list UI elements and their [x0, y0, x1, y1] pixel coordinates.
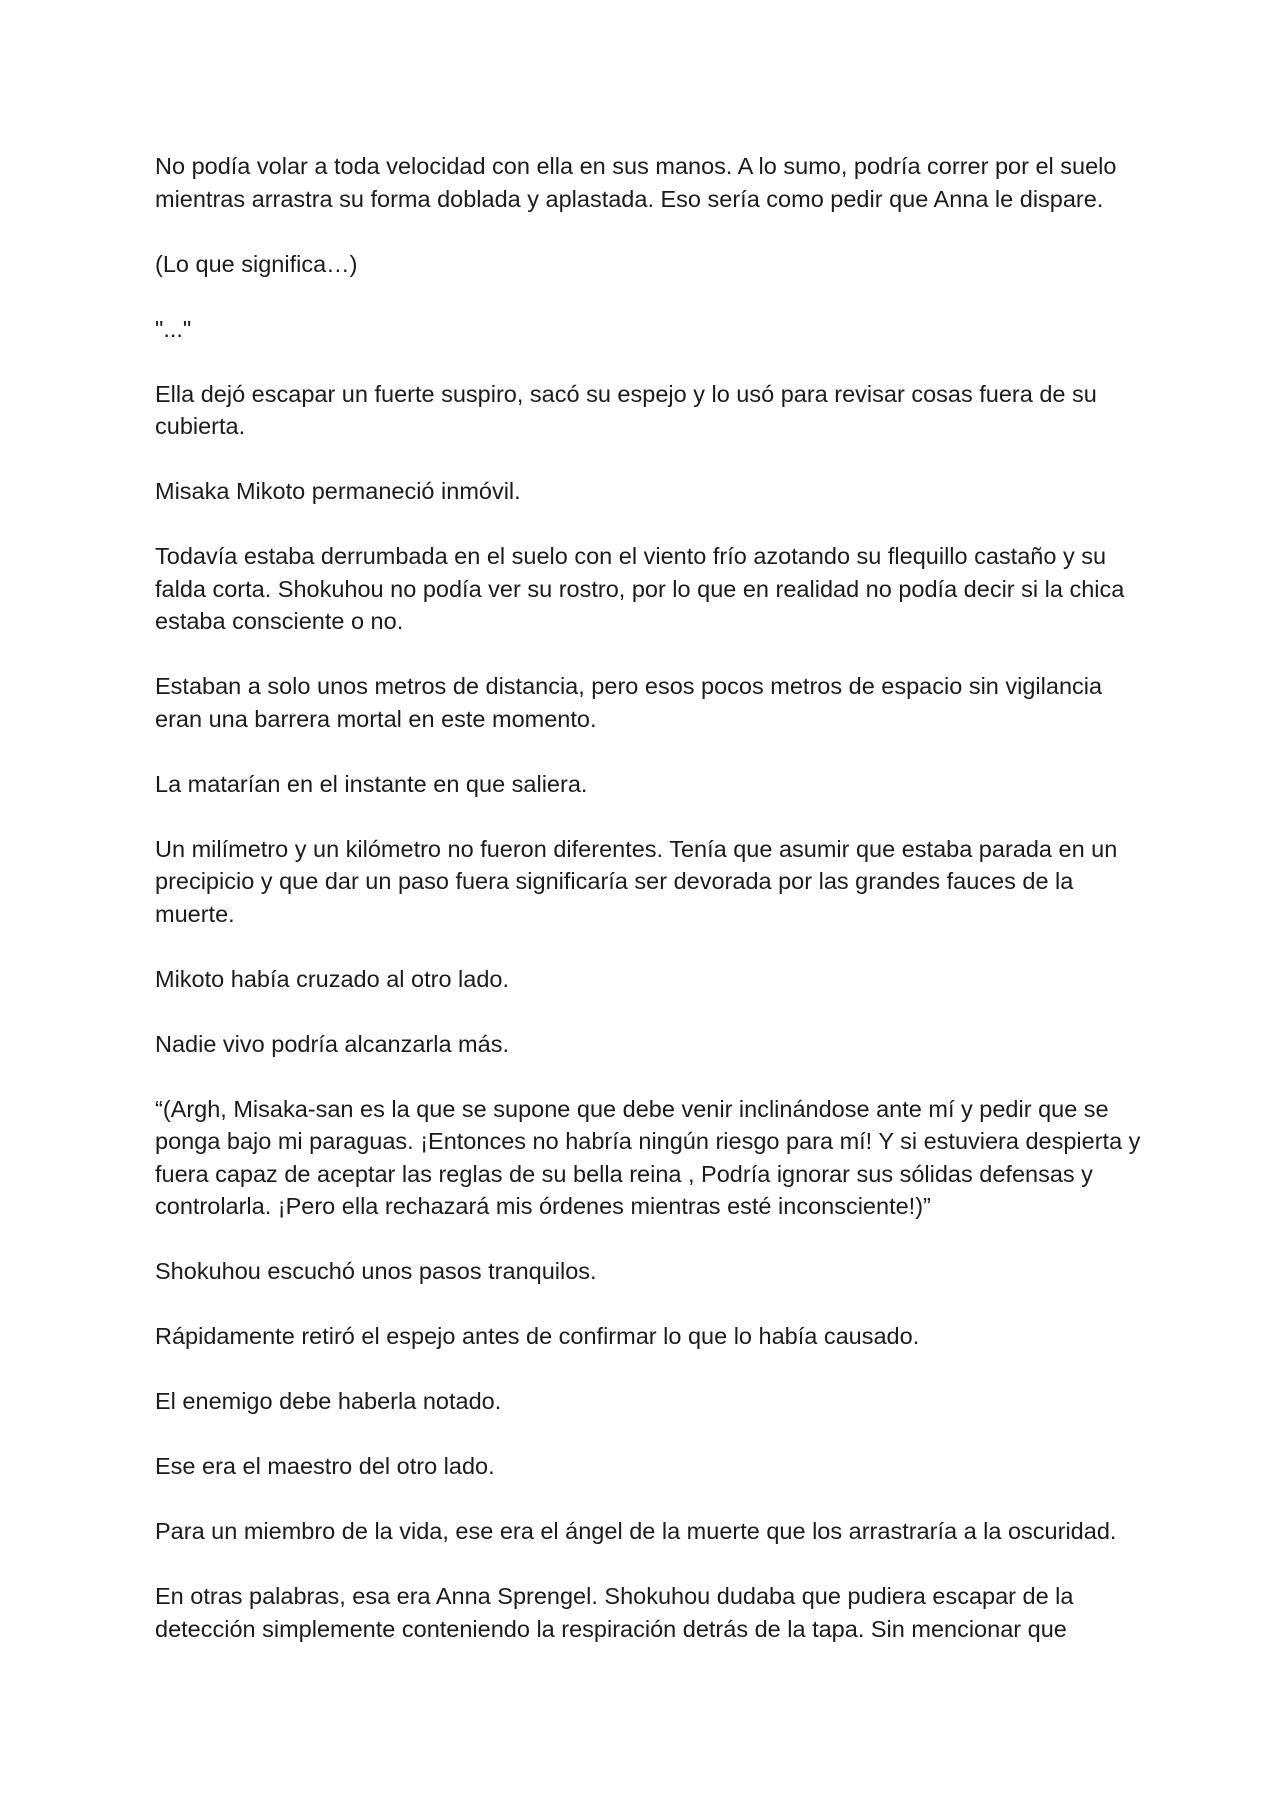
paragraph: El enemigo debe haberla notado.: [155, 1388, 502, 1414]
paragraph: Un milímetro y un kilómetro no fueron diferentes. Tenía que asumir que estaba parada en un precipicio y que dar un paso fuera significaría ser devorada por las grandes fauces de la muerte.: [155, 835, 1118, 927]
paragraph: Shokuhou escuchó unos pasos tranquilos.: [155, 1258, 597, 1284]
paragraph: La matarían en el instante en que saliera.: [155, 770, 588, 797]
paragraph: "...": [155, 315, 192, 342]
paragraph: En otras palabras, esa era Anna Sprengel. Shokuhou dudaba que pudiera escapar de la detección simplemente conteniendo la respiración detrás de la tapa. Sin mencionar que: [155, 1583, 1074, 1642]
document-body: [155, 150, 1145, 1678]
paragraph: Ella dejó escapar un fuerte suspiro, sacó su espejo y lo usó para revisar cosas fuera de su cubierta.: [155, 380, 1097, 439]
paragraph: Nadie vivo podría alcanzarla más.: [155, 1030, 509, 1057]
paragraph: Ese era el maestro del otro lado.: [155, 1453, 495, 1479]
paragraph: (Lo que significa…): [155, 250, 358, 277]
paragraph: Rápidamente retiró el espejo antes de confirmar lo que lo había causado.: [155, 1323, 920, 1349]
paragraph: Estaban a solo unos metros de distancia, pero esos pocos metros de espacio sin vigilancia eran una barrera mortal en este momento.: [155, 673, 1103, 732]
paragraph: No podía volar a toda velocidad con ella en sus manos. A lo sumo, podría correr por el suelo mientras arrastra su forma doblada y aplastada. Eso sería como pedir que Anna le dispare.: [155, 153, 1117, 212]
paragraph: “(Argh, Misaka-san es la que se supone que debe venir inclinándose ante mí y pedir que se ponga bajo mi paraguas. ¡Entonces no habría ningún riesgo para mí! Y si estuviera despierta y fuera capaz de aceptar las reglas de su bella reina , Podría ignorar sus sólidas defensas y controlarla. ¡Pero ella rechazará mis órdenes mientras esté inconsciente!)”: [155, 1095, 1141, 1219]
paragraph: Todavía estaba derrumbada en el suelo con el viento frío azotando su flequillo castaño y su falda corta. Shokuhou no podía ver su rostro, por lo que en realidad no podía decir si la chica estaba consciente o no.: [155, 543, 1125, 634]
paragraph: Mikoto había cruzado al otro lado.: [155, 965, 510, 992]
paragraph: Para un miembro de la vida, ese era el ángel de la muerte que los arrastraría a la oscuridad.: [155, 1518, 1117, 1544]
paragraph: Misaka Mikoto permaneció inmóvil.: [155, 478, 521, 504]
